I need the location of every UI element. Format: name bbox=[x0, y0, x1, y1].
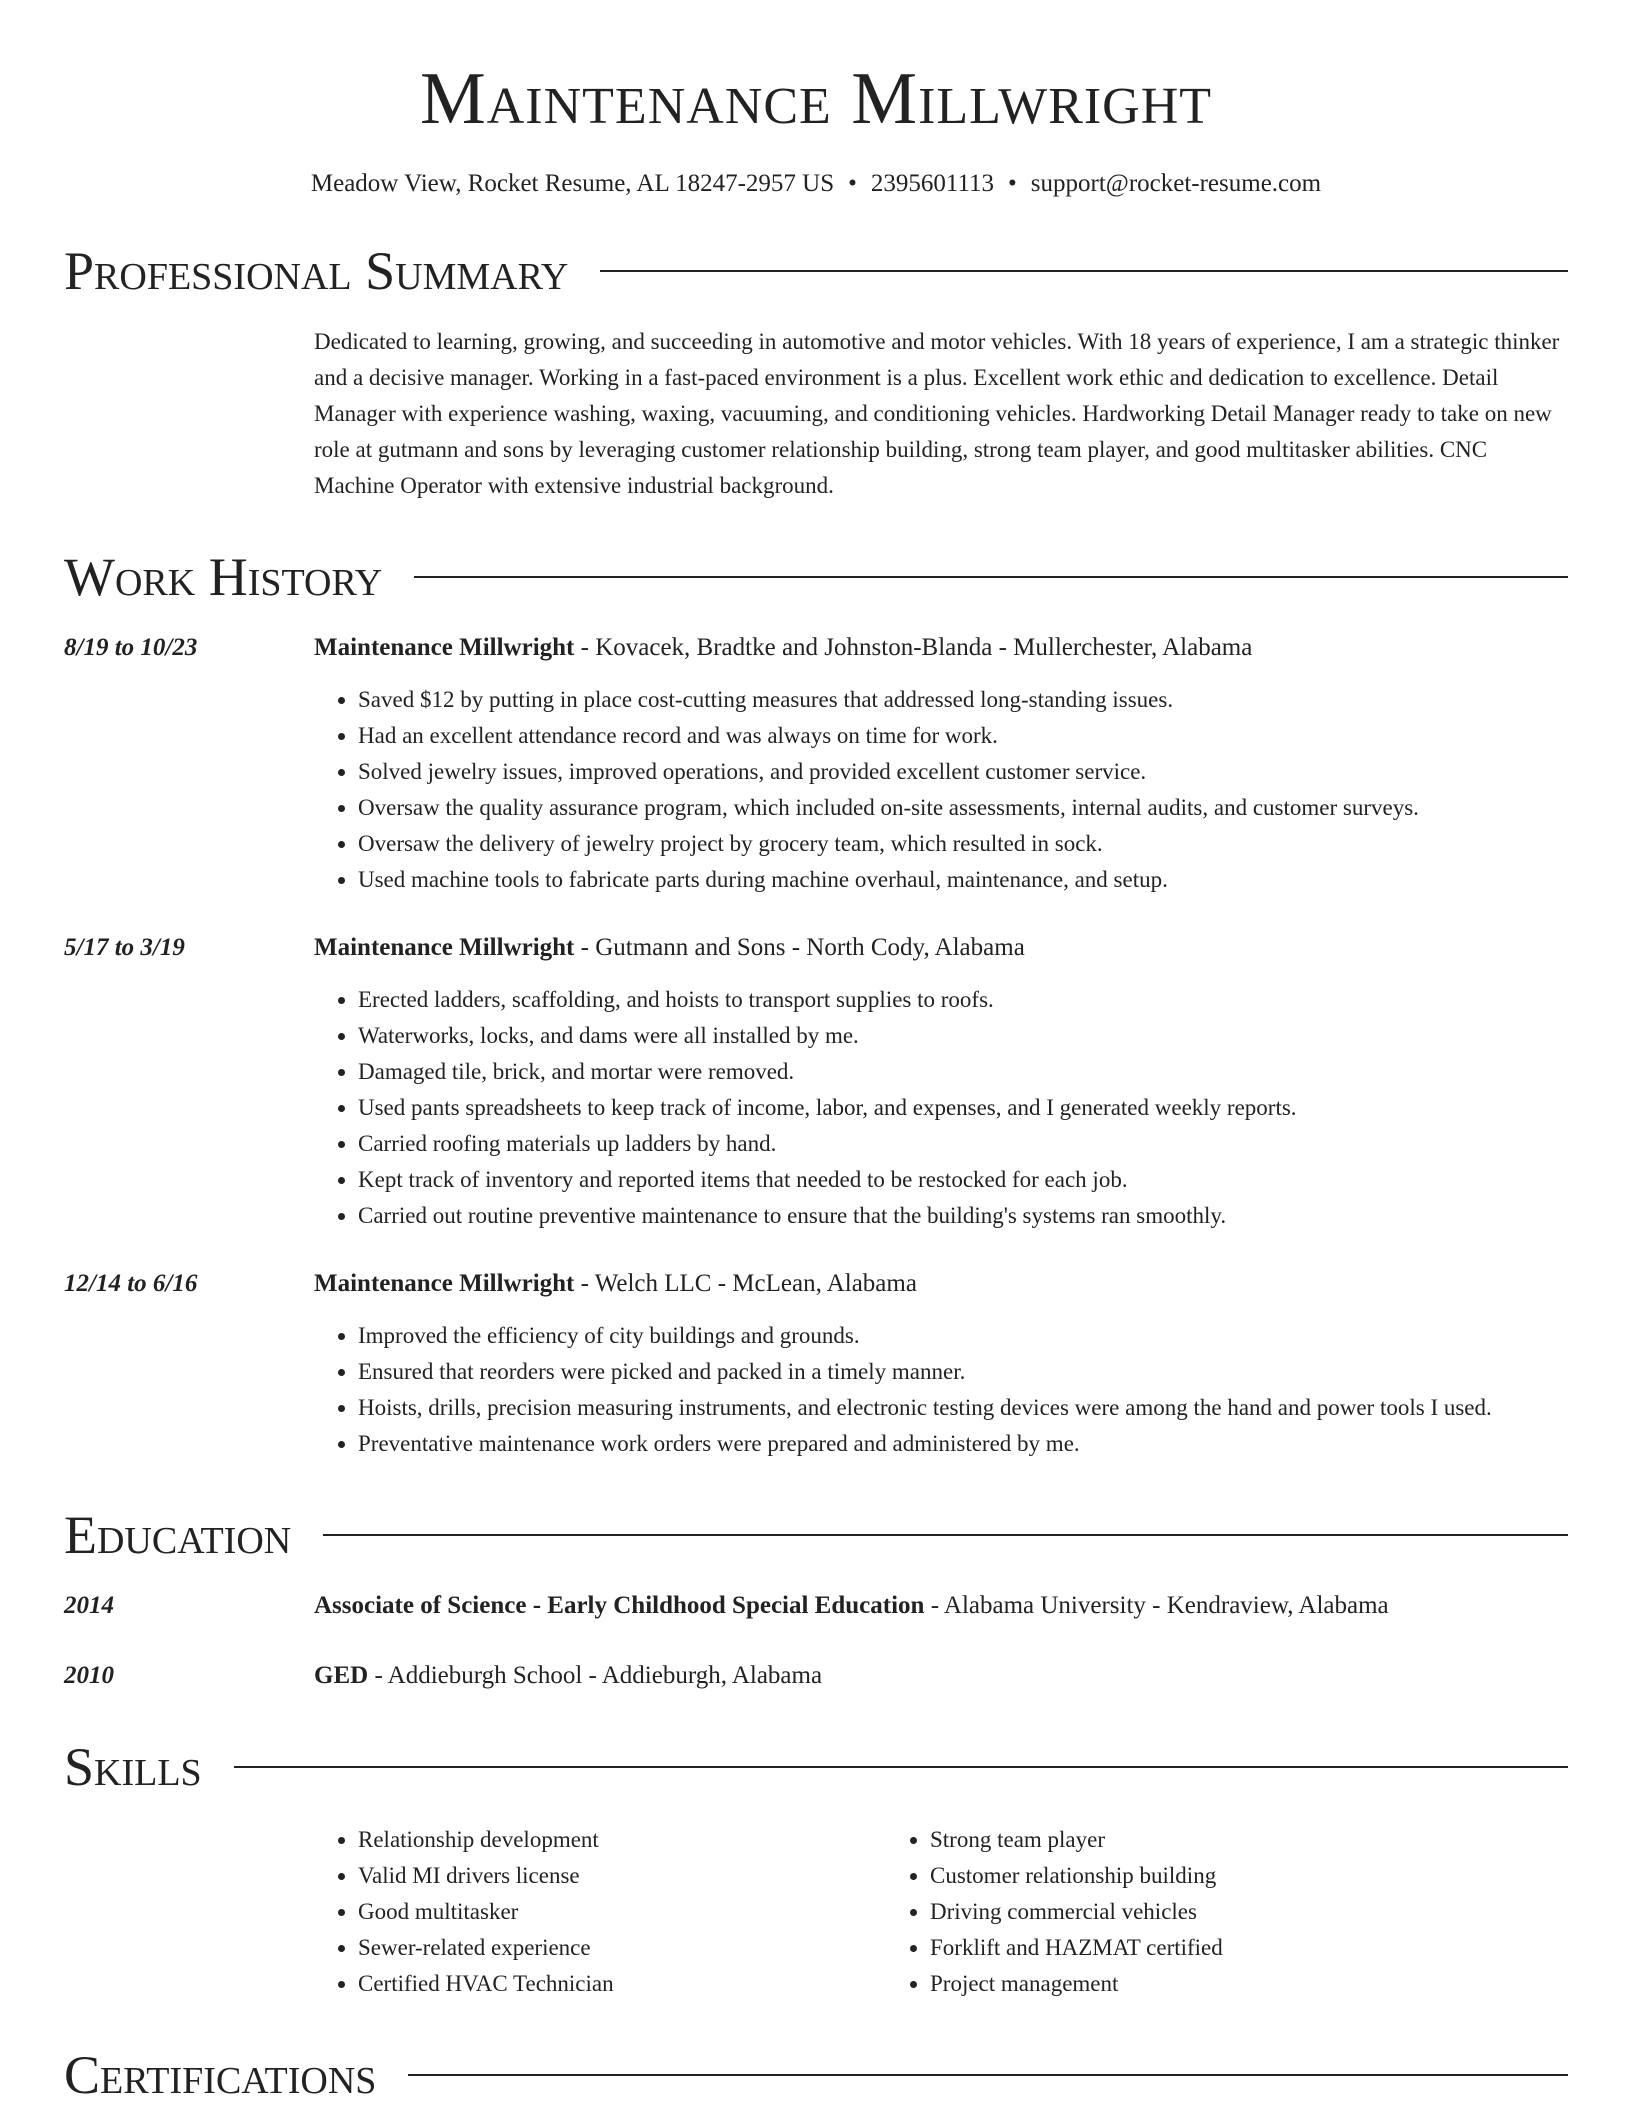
certifications-section-header bbox=[64, 2045, 1568, 2105]
skill-item: • Valid MI drivers license bbox=[358, 1858, 886, 1894]
job-bullets bbox=[314, 1318, 1568, 1462]
summary-text: Dedicated to learning, growing, and succeeding in automotive and motor vehicles. With 18 years of experience, I am a strategic thinker and a decisive manager. Working in a fast-paced environment is a plus. Excellent work ethic and dedication to excellence. Detail Manager with experience washing, waxing, vacuuming, and conditioning vehicles. Hardworking Detail Manager ready to take on new role at gutmann and sons by leveraging customer relationship building, strong team player, and good multitasker abilities. CNC Machine Operator with extensive industrial background. bbox=[314, 329, 1560, 498]
job-entry bbox=[64, 930, 1568, 1234]
section-title-education: Education bbox=[64, 1505, 292, 1565]
job-bullet: • Waterworks, locks, and dams were all installed by me. bbox=[358, 1018, 1568, 1054]
skill-item: • Project management bbox=[930, 1966, 1458, 2002]
education-school: - Addieburgh School - Addieburgh, Alabama bbox=[368, 1662, 823, 1689]
skill-item: • Certified HVAC Technician bbox=[358, 1966, 886, 2002]
job-bullet: • Oversaw the delivery of jewelry project by grocery team, which resulted in sock. bbox=[358, 826, 1568, 862]
skills-column-right bbox=[886, 1822, 1458, 2002]
job-bullets bbox=[314, 982, 1568, 1234]
job-bullet: • Erected ladders, scaffolding, and hoists to transport supplies to roofs. bbox=[358, 982, 1568, 1018]
education-degree: Associate of Science - Early Childhood Special Education bbox=[314, 1592, 925, 1619]
skills-column-left bbox=[314, 1822, 886, 2002]
job-bullet: • Damaged tile, brick, and mortar were removed. bbox=[358, 1054, 1568, 1090]
work-section-header bbox=[64, 547, 1568, 607]
skill-item: • Relationship development bbox=[358, 1822, 886, 1858]
job-bullet: • Hoists, drills, precision measuring instruments, and electronic testing devices were among the hand and power tools I used. bbox=[358, 1390, 1568, 1426]
job-role: Maintenance Millwright bbox=[314, 634, 575, 661]
job-bullet: • Oversaw the quality assurance program, which included on-site assessments, internal audits, and customer surveys. bbox=[358, 790, 1568, 826]
candidate-name: Maintenance Millwright bbox=[419, 58, 1213, 140]
job-bullet: • Kept track of inventory and reported items that needed to be restocked for each job. bbox=[358, 1162, 1568, 1198]
job-bullet: • Solved jewelry issues, improved operations, and provided excellent customer service. bbox=[358, 754, 1568, 790]
job-bullet: • Used pants spreadsheets to keep track of income, labor, and expenses, and I generated weekly reports. bbox=[358, 1090, 1568, 1126]
skill-item: • Forklift and HAZMAT certified bbox=[930, 1930, 1458, 1966]
job-title-line bbox=[314, 630, 1568, 666]
job-dates: 8/19 to 10/23 bbox=[64, 634, 198, 661]
skill-item: • Good multitasker bbox=[358, 1894, 886, 1930]
section-divider bbox=[323, 1534, 1568, 1536]
education-year: 2014 bbox=[64, 1592, 114, 1619]
job-bullet: • Used machine tools to fabricate parts during machine overhaul, maintenance, and setup. bbox=[358, 862, 1568, 898]
section-divider bbox=[408, 2074, 1568, 2076]
education-year: 2010 bbox=[64, 1662, 114, 1689]
contact-separator: • bbox=[1008, 170, 1017, 197]
job-employer: - Gutmann and Sons - North Cody, Alabama bbox=[574, 934, 1025, 961]
skills-list bbox=[314, 1822, 1568, 2002]
job-dates: 5/17 to 3/19 bbox=[64, 934, 185, 961]
education-line bbox=[314, 1658, 822, 1694]
education-degree: GED bbox=[314, 1662, 369, 1689]
education-school: - Alabama University - Kendraview, Alabama bbox=[924, 1592, 1389, 1619]
job-role: Maintenance Millwright bbox=[314, 1270, 575, 1297]
contact-email: support@rocket-resume.com bbox=[1030, 170, 1322, 197]
section-title-summary: Professional Summary bbox=[64, 241, 569, 301]
job-employer: - Welch LLC - McLean, Alabama bbox=[574, 1270, 917, 1297]
job-entry bbox=[64, 630, 1568, 898]
job-bullet: • Had an excellent attendance record and was always on time for work. bbox=[358, 718, 1568, 754]
job-dates: 12/14 to 6/16 bbox=[64, 1270, 198, 1297]
contact-separator: • bbox=[848, 170, 857, 197]
job-role: Maintenance Millwright bbox=[314, 934, 575, 961]
job-bullet: • Improved the efficiency of city buildings and grounds. bbox=[358, 1318, 1568, 1354]
contact-line bbox=[64, 170, 1568, 198]
section-divider bbox=[234, 1766, 1568, 1768]
skill-item: • Customer relationship building bbox=[930, 1858, 1458, 1894]
skill-item: • Driving commercial vehicles bbox=[930, 1894, 1458, 1930]
section-title-skills: Skills bbox=[64, 1737, 202, 1797]
job-bullet: • Carried roofing materials up ladders by hand. bbox=[358, 1126, 1568, 1162]
skill-item: • Sewer-related experience bbox=[358, 1930, 886, 1966]
summary-section-header bbox=[64, 241, 1568, 301]
job-bullet: • Saved $12 by putting in place cost-cutting measures that addressed long-standing issues. bbox=[358, 682, 1568, 718]
skills-section-header bbox=[64, 1737, 1568, 1797]
section-divider bbox=[600, 270, 1568, 272]
job-title-line bbox=[314, 930, 1568, 966]
job-body bbox=[314, 930, 1568, 1234]
education-line bbox=[314, 1588, 1389, 1624]
education-entry bbox=[64, 1658, 1568, 1694]
section-divider bbox=[414, 576, 1568, 578]
job-entry bbox=[64, 1266, 1568, 1462]
job-body bbox=[314, 1266, 1568, 1462]
education-entry bbox=[64, 1588, 1568, 1624]
contact-phone: 2395601113 bbox=[870, 170, 995, 197]
contact-address: Meadow View, Rocket Resume, AL 18247-2957 US bbox=[310, 170, 835, 197]
section-title-work-history: Work History bbox=[64, 547, 383, 607]
job-title-line bbox=[314, 1266, 1568, 1302]
job-body bbox=[314, 630, 1568, 898]
education-section-header bbox=[64, 1505, 1568, 1565]
job-bullets bbox=[314, 682, 1568, 898]
job-employer: - Kovacek, Bradtke and Johnston-Blanda - Mullerchester, Alabama bbox=[574, 634, 1253, 661]
job-bullet: • Preventative maintenance work orders were prepared and administered by me. bbox=[358, 1426, 1568, 1462]
job-bullet: • Ensured that reorders were picked and packed in a timely manner. bbox=[358, 1354, 1568, 1390]
section-title-certifications: Certifications bbox=[64, 2045, 377, 2105]
job-bullet: • Carried out routine preventive maintenance to ensure that the building's systems ran smoothly. bbox=[358, 1198, 1568, 1234]
skill-item: • Strong team player bbox=[930, 1822, 1458, 1858]
